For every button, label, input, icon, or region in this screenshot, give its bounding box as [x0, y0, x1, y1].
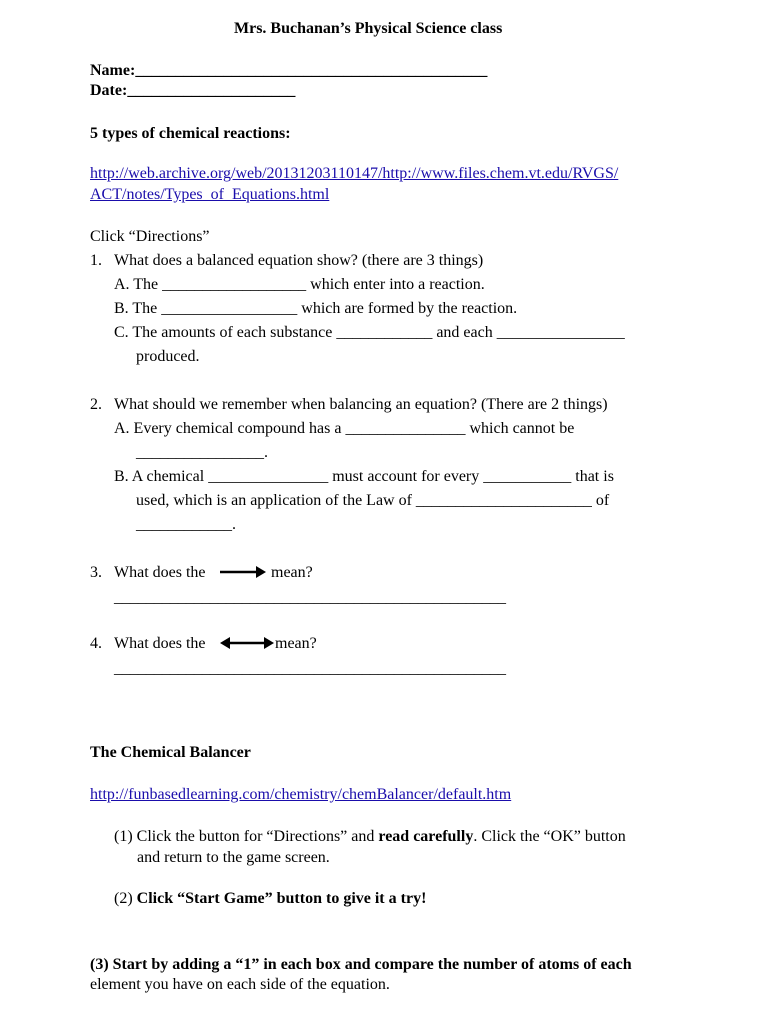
q2-item-a: A. Every chemical compound has a _______________ which cannot be [114, 420, 575, 437]
q3-number: 3. [90, 564, 102, 581]
step1-line [114, 827, 626, 847]
step1-emphasis: read carefully [378, 828, 474, 845]
step3-cont: element you have on each side of the equation. [90, 976, 390, 993]
q1-item-b: B. The _________________ which are formed by the reaction. [114, 300, 518, 317]
q4-answer-line: _________________________________________________ [114, 660, 506, 677]
q2-number: 2. [90, 396, 102, 413]
step1-part-c: . Click the “OK” button [473, 828, 626, 845]
q3-answer-line: _________________________________________________ [114, 589, 506, 606]
step3-line: (3) Start by adding a “1” in each box and compare the number of atoms of each [90, 956, 632, 973]
step2-line [114, 889, 426, 909]
page-title: Mrs. Buchanan’s Physical Science class [234, 20, 503, 37]
q4-number: 4. [90, 635, 102, 652]
right-arrow-icon [218, 564, 268, 580]
q1-number: 1. [90, 252, 102, 269]
double-arrow-icon [220, 635, 276, 651]
q1-text: What does a balanced equation show? (there are 3 things) [114, 252, 484, 269]
link-types-of-equations-cont[interactable]: ACT/notes/Types_of_Equations.html [90, 186, 330, 203]
q2-item-a-cont: ________________. [136, 444, 268, 461]
date-field: Date:_____________________ [90, 82, 296, 99]
section-heading-chemical-balancer: The Chemical Balancer [90, 744, 251, 761]
link-chem-balancer[interactable]: http://funbasedlearning.com/chemistry/chemBalancer/default.htm [90, 786, 512, 803]
link-types-of-equations[interactable]: http://web.archive.org/web/20131203110147/http://www.files.chem.vt.edu/RVGS/ [90, 165, 619, 182]
step2-number: (2) [114, 890, 133, 907]
q1-item-a: A. The __________________ which enter into a reaction. [114, 276, 485, 293]
step2-text: Click “Start Game” button to give it a try! [136, 890, 427, 907]
q1-item-c-cont: produced. [136, 348, 200, 365]
q2-text: What should we remember when balancing an equation? (There are 2 things) [114, 396, 608, 413]
q2-item-b-cont1: used, which is an application of the Law of ______________________ of [136, 492, 610, 509]
q2-item-b-cont2: ____________. [136, 516, 236, 533]
step1-cont: and return to the game screen. [137, 849, 330, 866]
q4-pre: What does the [114, 635, 206, 652]
q4-post: mean? [275, 635, 317, 652]
name-field: Name:____________________________________________ [90, 62, 488, 79]
section-heading-reaction-types: 5 types of chemical reactions: [90, 125, 291, 142]
q3-post: mean? [271, 564, 313, 581]
click-directions-instruction: Click “Directions” [90, 228, 210, 245]
step1-part-a: (1) Click the button for “Directions” and [114, 828, 375, 845]
q2-item-b: B. A chemical _______________ must account for every ___________ that is [114, 468, 614, 485]
q3-pre: What does the [114, 564, 206, 581]
q1-item-c: C. The amounts of each substance ____________ and each ________________ [114, 324, 625, 341]
